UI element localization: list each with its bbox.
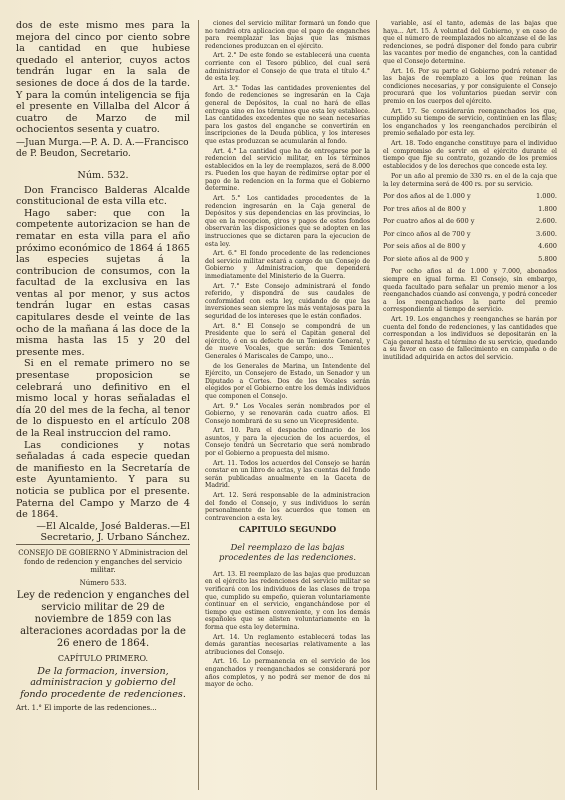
auction-conditions: Las condiciones y notas señaladas á cada especie quedan de manifiesto en la Secretaría de este Ayuntamiento. Y para su noticia se publica por el presente. Paterna del Campo y Marzo de 4 de 1864. <box>16 439 190 521</box>
signature-2: —El Alcalde, José Balderas.—El Secretario, J. Urbano Sánchez. <box>36 520 190 544</box>
premium-table-intro: Por un año al premio de 330 rs. en el de la caja que la ley determina será de 400 rs. por su servicio. <box>383 173 557 188</box>
col2-article-9: Art. 9.° Los Vocales serán nombrados por el Gobierno, y se renovarán cada cuatro años. El Consejo nombrará de su seno un Vicepresidente. <box>205 402 370 425</box>
row-value: 2.600. <box>536 217 557 226</box>
col3-article-18: Art. 18. Todo enganche constituye para el individuo el compromiso de servir en el ejército durante el tiempo que fije su contrato, gozando de los premios establecidos y de los derechos que concede esta ley. <box>383 139 557 170</box>
col3-paragraph-2: Art. 16. Por su parte el Gobierno podrá retener de las bajas de reemplazo a los que reúnan las condiciones necesarias, y por consiguiente el Consejo procurará que los voluntarios puedan servir con premio en los cuerpos del ejército. <box>383 67 557 105</box>
notice-number-532: Núm. 532. <box>77 169 129 181</box>
premium-table <box>383 190 557 265</box>
col3-article-19: Art. 19. Los enganches y reenganches se harán por cuenta del fondo de redenciones, y las cantidades que correspondan a los individuos se depositarán en la Caja general hasta el término de su servicio, quedando a su favor en caso de fallecimiento en campaña o de inutilidad adquirida en actos del servicio. <box>383 316 557 361</box>
col2-article-6: Art. 6.° El fondo procedente de las redenciones del servicio militar estará a cargo de un Consejo de Gobierno y Administracion, que dependerá inmediatamente del Ministerio de la Guerra. <box>205 250 370 280</box>
article-1: Art. 1.° El importe de las redenciones... <box>16 704 157 713</box>
row-label: Por dos años al de 1.000 y <box>383 192 471 201</box>
table-row <box>383 228 557 241</box>
chapter-one-subtitle: De la formacion, inversion, administracion y gobierno del fondo procedente de redenciones. <box>20 665 186 700</box>
row-label: Por cinco años al de 700 y <box>383 229 471 238</box>
col2-article-8: Art. 8.° El Consejo se compondrá de un Presidente que lo será el Capitan general del ejército, ó en su defecto de un Teniente General, y de nueve Vocales, que serán: dos Tenientes Generales ó Mariscales de Campo, uno... <box>205 322 370 360</box>
chapter-two-subtitle: Del reemplazo de las bajas procedentes de las redenciones. <box>218 542 357 563</box>
col2-article-14: Art. 14. Un reglamento establecerá todas las demás garantías necesarias relativamente a las atribuciones del Consejo. <box>205 633 370 656</box>
table-row <box>383 190 557 203</box>
row-label: Por cuatro años al de 600 y <box>383 217 475 226</box>
col2-article-13: Art. 13. El reemplazo de las bajas que produzcan en el ejército las redenciones del servicio militar se verificará con los individuos de las clases de tropa que, cumplido su empeño, quieran voluntariamente continuar en el servicio, enganchándose por el tiempo que estimen conveniente, y con los demás españoles que se alisten voluntariamente en la forma que esta ley determina. <box>205 570 370 631</box>
col2-article-2: Art. 2.° De este fondo se establecerá una cuenta corriente con el Tesoro público, del cual será administrador el Consejo de que trata el título 4.° de esta ley. <box>205 52 370 83</box>
row-value: 1.000. <box>536 192 557 201</box>
signature-1: —Juan Murga.—P. A. D. A.—Francisco de P. Beudon, Secretario. <box>16 137 189 159</box>
section-divider <box>16 544 190 545</box>
col2-article-16: Art. 16. Lo permanencia en el servicio de los enganchados y reenganchados se considerará por años completos, y no podrá ser menor de dos ni mayor de ocho. <box>205 658 370 689</box>
chapter-one-heading: CAPÍTULO PRIMERO. <box>57 654 149 664</box>
mayor-announcement: Don Francisco Balderas Alcalde constitucional de esta villa etc. <box>16 184 190 208</box>
table-row <box>383 215 557 228</box>
col3-paragraph-3: Art. 17. Se considerarán reenganchados los que, cumplido su tiempo de servicio, continúen en las filas; los enganchados y los reenganchados percibirán el premio señalado por esta ley. <box>383 107 557 138</box>
col2-article-11: Art. 11. Todos los acuerdos del Consejo se harán constar en un libro de actas, y las cuentas del fondo serán publicadas anualmente en la Gaceta de Madrid. <box>205 459 370 490</box>
col2-article-10: Art. 10. Para el despacho ordinario de los asuntos, y para la ejecucion de los acuerdos, el Consejo tendrá un Secretario que será nombrado por el Gobierno a propuesta del mismo. <box>205 427 370 458</box>
consumption-tax-notice: Hago saber: que con la competente autorizacion se han de rematar en esta villa para el año próximo económico de 1864 á 1865 las especies sujetas á la contribucion de consumos, con la facultad de la exclusiva en las ventas al por menor, y sus actos tendrán lugar en estas casas capitulares desde el veinte de las ocho de la mañana á las doce de la misma hasta las 15 y 20 del presente mes. <box>16 207 190 358</box>
col3-paragraph-1: variable, así el tanto, además de las bajas que haya... Art. 15. Á voluntad del Gobierno, y en caso de que el número de reemplazados no alcanzase el de las redenciones, se podrá disponer del fondo para cubrir las vacantes por medio de enganches, con la cantidad que el Consejo determine. <box>383 20 557 65</box>
row-label: Por siete años al de 900 y <box>383 254 469 263</box>
col2-article-4: Art. 4.° La cantidad que ha de entregarse por la redencion del servicio militar, en los términos establecidos en la ley de reemplazos, será de 8.000 rs. Pueden los que hayan de redimirse optar por el pago de la redencion en la forma que el Gobierno determine. <box>205 147 370 193</box>
col2-article-12: Art. 12. Será responsable de la administracion del fondo el Consejo, y sus individuos lo serán personalmente de los acuerdos que tomen en contravencion a esta ley. <box>205 492 370 522</box>
row-label: Por seis años al de 800 y <box>383 242 466 251</box>
notice-number-533: Número 533. <box>79 578 127 587</box>
row-label: Por tres años al de 800 y <box>383 204 466 213</box>
col2-article-7: Art. 7.° Este Consejo administrará el fondo referido, y dispondrá de sus caudales de conformidad con esta ley, cuidando de que las inversiones sean siempre las más ventajosas para la seguridad de los intereses que le están confiados. <box>205 282 370 320</box>
chapter-two-heading: CAPITULO SEGUNDO <box>238 524 337 535</box>
council-heading: CONSEJO DE GOBIERNO Y ADministracion del fondo de redencion y enganches del servicio militar. <box>18 548 188 575</box>
row-value: 5.800 <box>538 254 557 263</box>
row-value: 4.600 <box>538 242 557 251</box>
row-value: 1.800 <box>538 204 557 213</box>
table-row <box>383 253 557 266</box>
column-3 <box>376 20 557 790</box>
law-title: Ley de redencion y enganches del servicio militar de 29 de noviembre de 1859 con las alteraciones acordadas por la de 26 enero de 1864. <box>16 590 190 650</box>
auction-notice-text: dos de este mismo mes para la mejora del cinco por ciento sobre la cantidad en que hubiese quedado el anterior, cuyos actos tendrán lugar en la sala de sesiones de doce á dos de la tarde. Y para la común inteligencia se fija el presente en Villalba del Alcor á cuatro de Marzo de mil ochocientos sesenta y cuatro. <box>16 20 190 136</box>
table-row <box>383 240 557 253</box>
auction-second-paragraph: Si en el remate primero no se presentase proposicion se celebrará uno definitivo en el mismo local y horas señaladas el día 20 del mes de la fecha, al tenor de lo dispuesto en el artículo 208 de la Real instruccion del ramo. <box>16 358 190 439</box>
col2-continued-1: de los Generales de Marina, un Intendente del Ejército, un Consejero de Estado, un Senador y un Diputado a Cortes. Dos de los Vocales serán elegidos por el Gobierno entre los demás individuos que componen el Consejo. <box>205 362 370 400</box>
table-row <box>383 203 557 216</box>
col3-paragraph-5: Por ocho años al de 1.000 y 7.000, abonados siempre en igual forma. El Consejo, sin embargo, queda facultado para señalar un premio menor a los reenganchados cuando así convenga, y podrá conceder a los reenganchados la parte del premio correspondiente al tiempo de servicio. <box>383 268 557 314</box>
col2-article-3: Art. 3.° Todas las cantidades provenientes del fondo de redenciones se ingresarán en la Caja general de Depósitos, la cual no hará de ellas entrega sino en los términos que esta ley establece. Las cantidades excedentes que no sean necesarias para los gastos del enganche se convertirán en inscripciones de la Deuda pública, y los intereses que estas produzcan se acumularán al fondo. <box>205 84 370 145</box>
row-value: 3.600. <box>536 229 557 238</box>
column-1 <box>16 20 198 790</box>
col2-paragraph-1: ciones del servicio militar formará un fondo que no tendrá otra aplicacion que el pago de enganches para reemplazar las bajas que las mismas redenciones produzcan en el ejército. <box>205 20 370 50</box>
column-2 <box>198 20 376 790</box>
col2-article-5: Art. 5.° Los cantidades procedentes de la redencion ingresarán en la Caja general de Depósitos y sus dependencias en las provincias, lo que en la recepcion, giros y pagos de estos fondos observarán las disposiciones que se adopten en las instrucciones que se dictaren para la ejecucion de esta ley. <box>205 195 370 248</box>
